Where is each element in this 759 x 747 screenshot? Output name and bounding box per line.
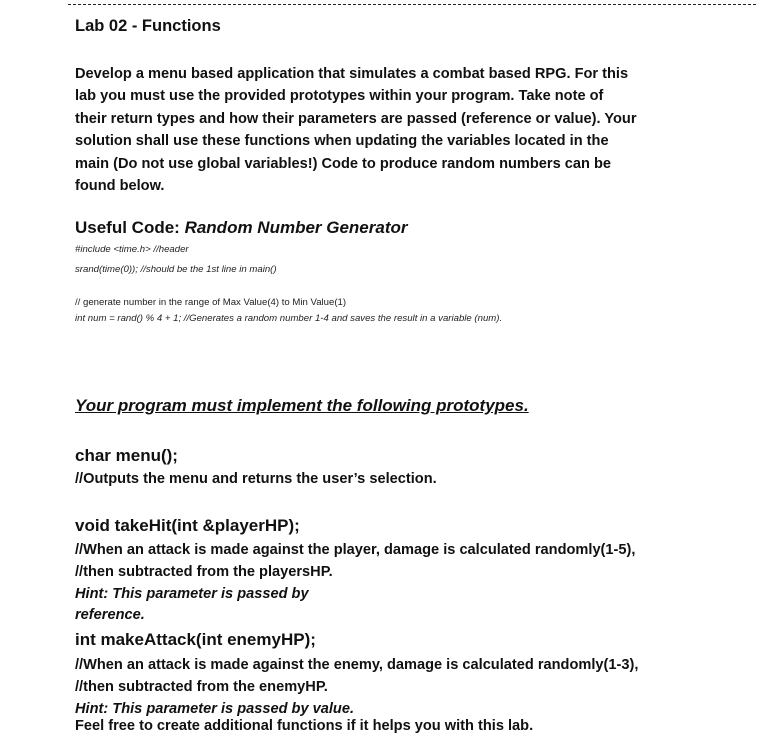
prototype-description-menu: [75, 469, 745, 491]
prototype-description-text: //then subtracted from the enemyHP.: [75, 678, 328, 695]
prototype-description-text: //then subtracted from the playersHP.: [75, 563, 333, 580]
code-line-srand: srand(time(0)); //should be the 1st line in main(): [75, 264, 277, 275]
prototype-hint: Hint: This parameter is passed by: [75, 585, 309, 602]
top-dashed-rule: [68, 4, 756, 5]
prototype-description-line: //When an attack is made against the enemy, damage is calculated randomly(1-3),: [75, 657, 639, 673]
prototype-description-line: [75, 677, 745, 721]
prototype-signature-takehit: void takeHit(int &playerHP);: [75, 516, 300, 535]
prototype-description-line: //Outputs the menu and returns the user’s selection.: [75, 471, 437, 487]
code-line-rand: int num = rand() % 4 + 1; //Generates a random number 1-4 and saves the result in a variable (num).: [75, 313, 503, 324]
prototype-description-makeattack: [75, 655, 745, 720]
page-title: Lab 02 - Functions: [75, 17, 221, 35]
intro-line: solution shall use these functions when updating the variables located in the: [75, 133, 609, 150]
useful-code-heading-sub: Random Number Generator: [184, 218, 408, 237]
useful-code-heading: [75, 218, 408, 238]
intro-line: lab you must use the provided prototypes within your program. Take note of: [75, 88, 604, 105]
prototype-description-line: [75, 562, 745, 606]
closing-note: Feel free to create additional functions if it helps you with this lab.: [75, 718, 534, 734]
code-line-comment: // generate number in the range of Max Value(4) to Min Value(1): [75, 297, 347, 308]
intro-line: their return types and how their parameters are passed (reference or value). Your: [75, 110, 637, 127]
intro-line: found below.: [75, 178, 165, 195]
prototype-description-line: //When an attack is made against the player, damage is calculated randomly(1-5),: [75, 542, 636, 558]
prototype-hint: Hint: This parameter is passed by value.: [75, 700, 354, 717]
prototype-description-takehit: [75, 540, 745, 627]
code-line-include: #include <time.h> //header: [75, 244, 189, 255]
intro-paragraph: [75, 63, 735, 197]
prototype-signature-menu: char menu();: [75, 446, 178, 465]
useful-code-heading-prefix: Useful Code:: [75, 218, 185, 237]
intro-line: main (Do not use global variables!) Code to produce random numbers can be: [75, 155, 611, 172]
prototypes-heading: Your program must implement the following prototypes.: [75, 396, 529, 415]
prototype-signature-makeattack: int makeAttack(int enemyHP);: [75, 630, 316, 649]
prototype-hint-continued: reference.: [75, 607, 145, 624]
intro-line: Develop a menu based application that simulates a combat based RPG. For this: [75, 66, 629, 82]
